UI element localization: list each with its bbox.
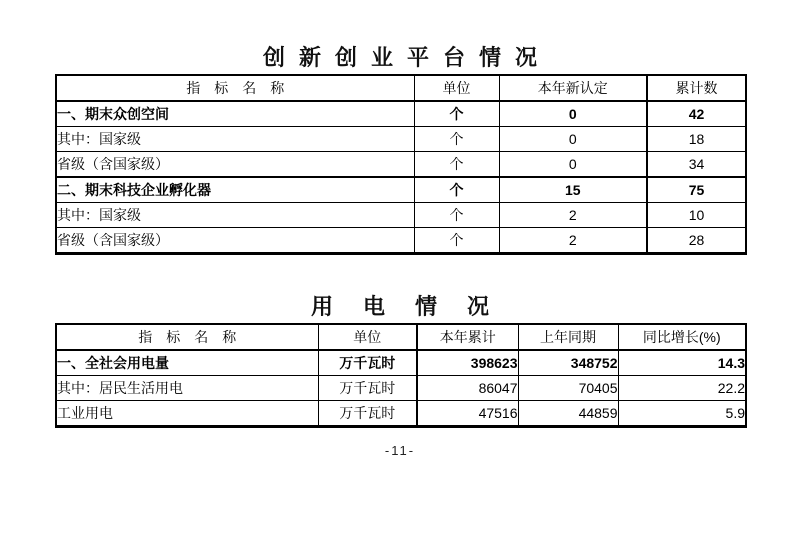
row-current-value: 86047 [417, 376, 518, 401]
row-unit: 个 [414, 228, 499, 254]
innovation-platform-table [55, 74, 747, 255]
row-total: 28 [647, 228, 746, 254]
row-new-count: 0 [499, 127, 647, 152]
row-indicator-name: 一、期末众创空间 [56, 101, 414, 127]
row-new-count: 2 [499, 228, 647, 254]
row-indicator-name: 一、全社会用电量 [56, 350, 318, 376]
table2-header-indicator: 指 标 名 称 [56, 324, 318, 350]
row-new-count: 2 [499, 203, 647, 228]
table1-header-unit: 单位 [414, 75, 499, 101]
table-row [56, 203, 746, 228]
row-total: 18 [647, 127, 746, 152]
table-row [56, 152, 746, 178]
row-total: 34 [647, 152, 746, 178]
table-row [56, 228, 746, 254]
electricity-usage-table [55, 323, 747, 428]
row-previous-value: 348752 [518, 350, 618, 376]
table2-header-previous: 上年同期 [518, 324, 618, 350]
row-unit: 个 [414, 203, 499, 228]
row-indicator-name: 其中：国家级 [56, 127, 414, 152]
page-number: -11- [384, 443, 416, 458]
row-growth-value: 22.2 [618, 376, 746, 401]
table2-title: 用电情况 [310, 294, 519, 319]
table2-header-growth: 同比增长(%) [618, 324, 746, 350]
table1-header-total: 累计数 [647, 75, 746, 101]
row-unit: 个 [414, 177, 499, 203]
table1-header-row [56, 75, 746, 101]
row-unit: 万千瓦时 [318, 401, 417, 427]
row-new-count: 15 [499, 177, 647, 203]
row-new-count: 0 [499, 152, 647, 178]
table2-header-unit: 单位 [318, 324, 417, 350]
row-indicator-name: 其中：国家级 [56, 203, 414, 228]
row-unit: 个 [414, 152, 499, 178]
row-current-value: 398623 [417, 350, 518, 376]
row-new-count: 0 [499, 101, 647, 127]
row-unit: 万千瓦时 [318, 376, 417, 401]
row-total: 75 [647, 177, 746, 203]
table-row [56, 177, 746, 203]
row-indicator-name: 二、期末科技企业孵化器 [56, 177, 414, 203]
table1-title: 创新创业平台情况 [262, 45, 551, 70]
table-row [56, 127, 746, 152]
table-row [56, 350, 746, 376]
table1-header-indicator: 指 标 名 称 [56, 75, 414, 101]
table2-header-current: 本年累计 [417, 324, 518, 350]
table2-header-row [56, 324, 746, 350]
row-previous-value: 44859 [518, 401, 618, 427]
row-previous-value: 70405 [518, 376, 618, 401]
row-unit: 个 [414, 101, 499, 127]
row-indicator-name: 其中：居民生活用电 [56, 376, 318, 401]
row-unit: 个 [414, 127, 499, 152]
row-growth-value: 5.9 [618, 401, 746, 427]
row-total: 42 [647, 101, 746, 127]
row-indicator-name: 省级（含国家级） [56, 228, 414, 254]
table1-header-new: 本年新认定 [499, 75, 647, 101]
row-indicator-name: 工业用电 [56, 401, 318, 427]
table-row [56, 401, 746, 427]
row-total: 10 [647, 203, 746, 228]
row-indicator-name: 省级（含国家级） [56, 152, 414, 178]
table-row [56, 376, 746, 401]
table-row [56, 101, 746, 127]
row-growth-value: 14.3 [618, 350, 746, 376]
row-unit: 万千瓦时 [318, 350, 417, 376]
row-current-value: 47516 [417, 401, 518, 427]
